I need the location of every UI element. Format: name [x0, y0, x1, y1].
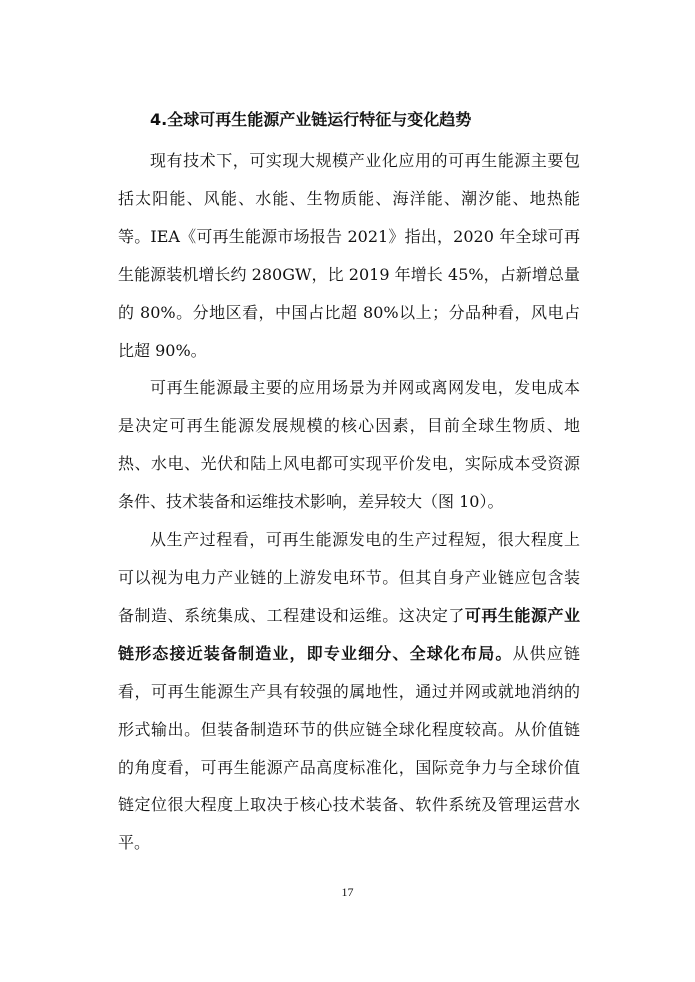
body-text — [118, 142, 580, 862]
page-number: 17 — [341, 885, 354, 899]
paragraph-text-after: 从供应链看，可再生能源生产具有较强的属地性，通过并网或就地消纳的形式输出。但装备制造环节的供应链全球化程度较高。从价值链的角度看，可再生能源产品高度标准化，国际竞争力与全球价值链定位很大程度上取决于核心技术装备、软件系统及管理运营水平。 — [118, 643, 580, 853]
paragraph-bold-highlight: 可再生能源产业链形态接近装备制造业，即专业细分、全球化布局。 — [118, 605, 580, 663]
paragraph-generation-cost: 可再生能源最主要的应用场景为并网或离网发电，发电成本是决定可再生能源发展规模的核心因素，目前全球生物质、地热、水电、光伏和陆上风电都可实现平价发电，实际成本受资源条件、技术装备和运维技术影响，差异较大（图 10）。 — [118, 378, 580, 512]
paragraph-text-before: 从生产过程看，可再生能源发电的生产过程短，很大程度上可以视为电力产业链的上游发电环节。但其自身产业链应包含装备制造、系统集成、工程建设和运维。这决定了 — [118, 530, 580, 625]
section-heading: 4.全球可再生能源产业链运行特征与变化趋势 — [150, 110, 472, 129]
paragraph-renewable-overview: 现有技术下，可实现大规模产业化应用的可再生能源主要包括太阳能、风能、水能、生物质能、海洋能、潮汐能、地热能等。IEA《可再生能源市场报告 2021》指出，2020 年全球可再生能源装机增长约 280GW，比 2019 年增长 45%，占新增总量的 80%。分地区看，中国占比超 80%以上；分品种看，风电占比超 90%。 — [118, 151, 580, 360]
paragraph-industry-chain — [118, 521, 580, 862]
